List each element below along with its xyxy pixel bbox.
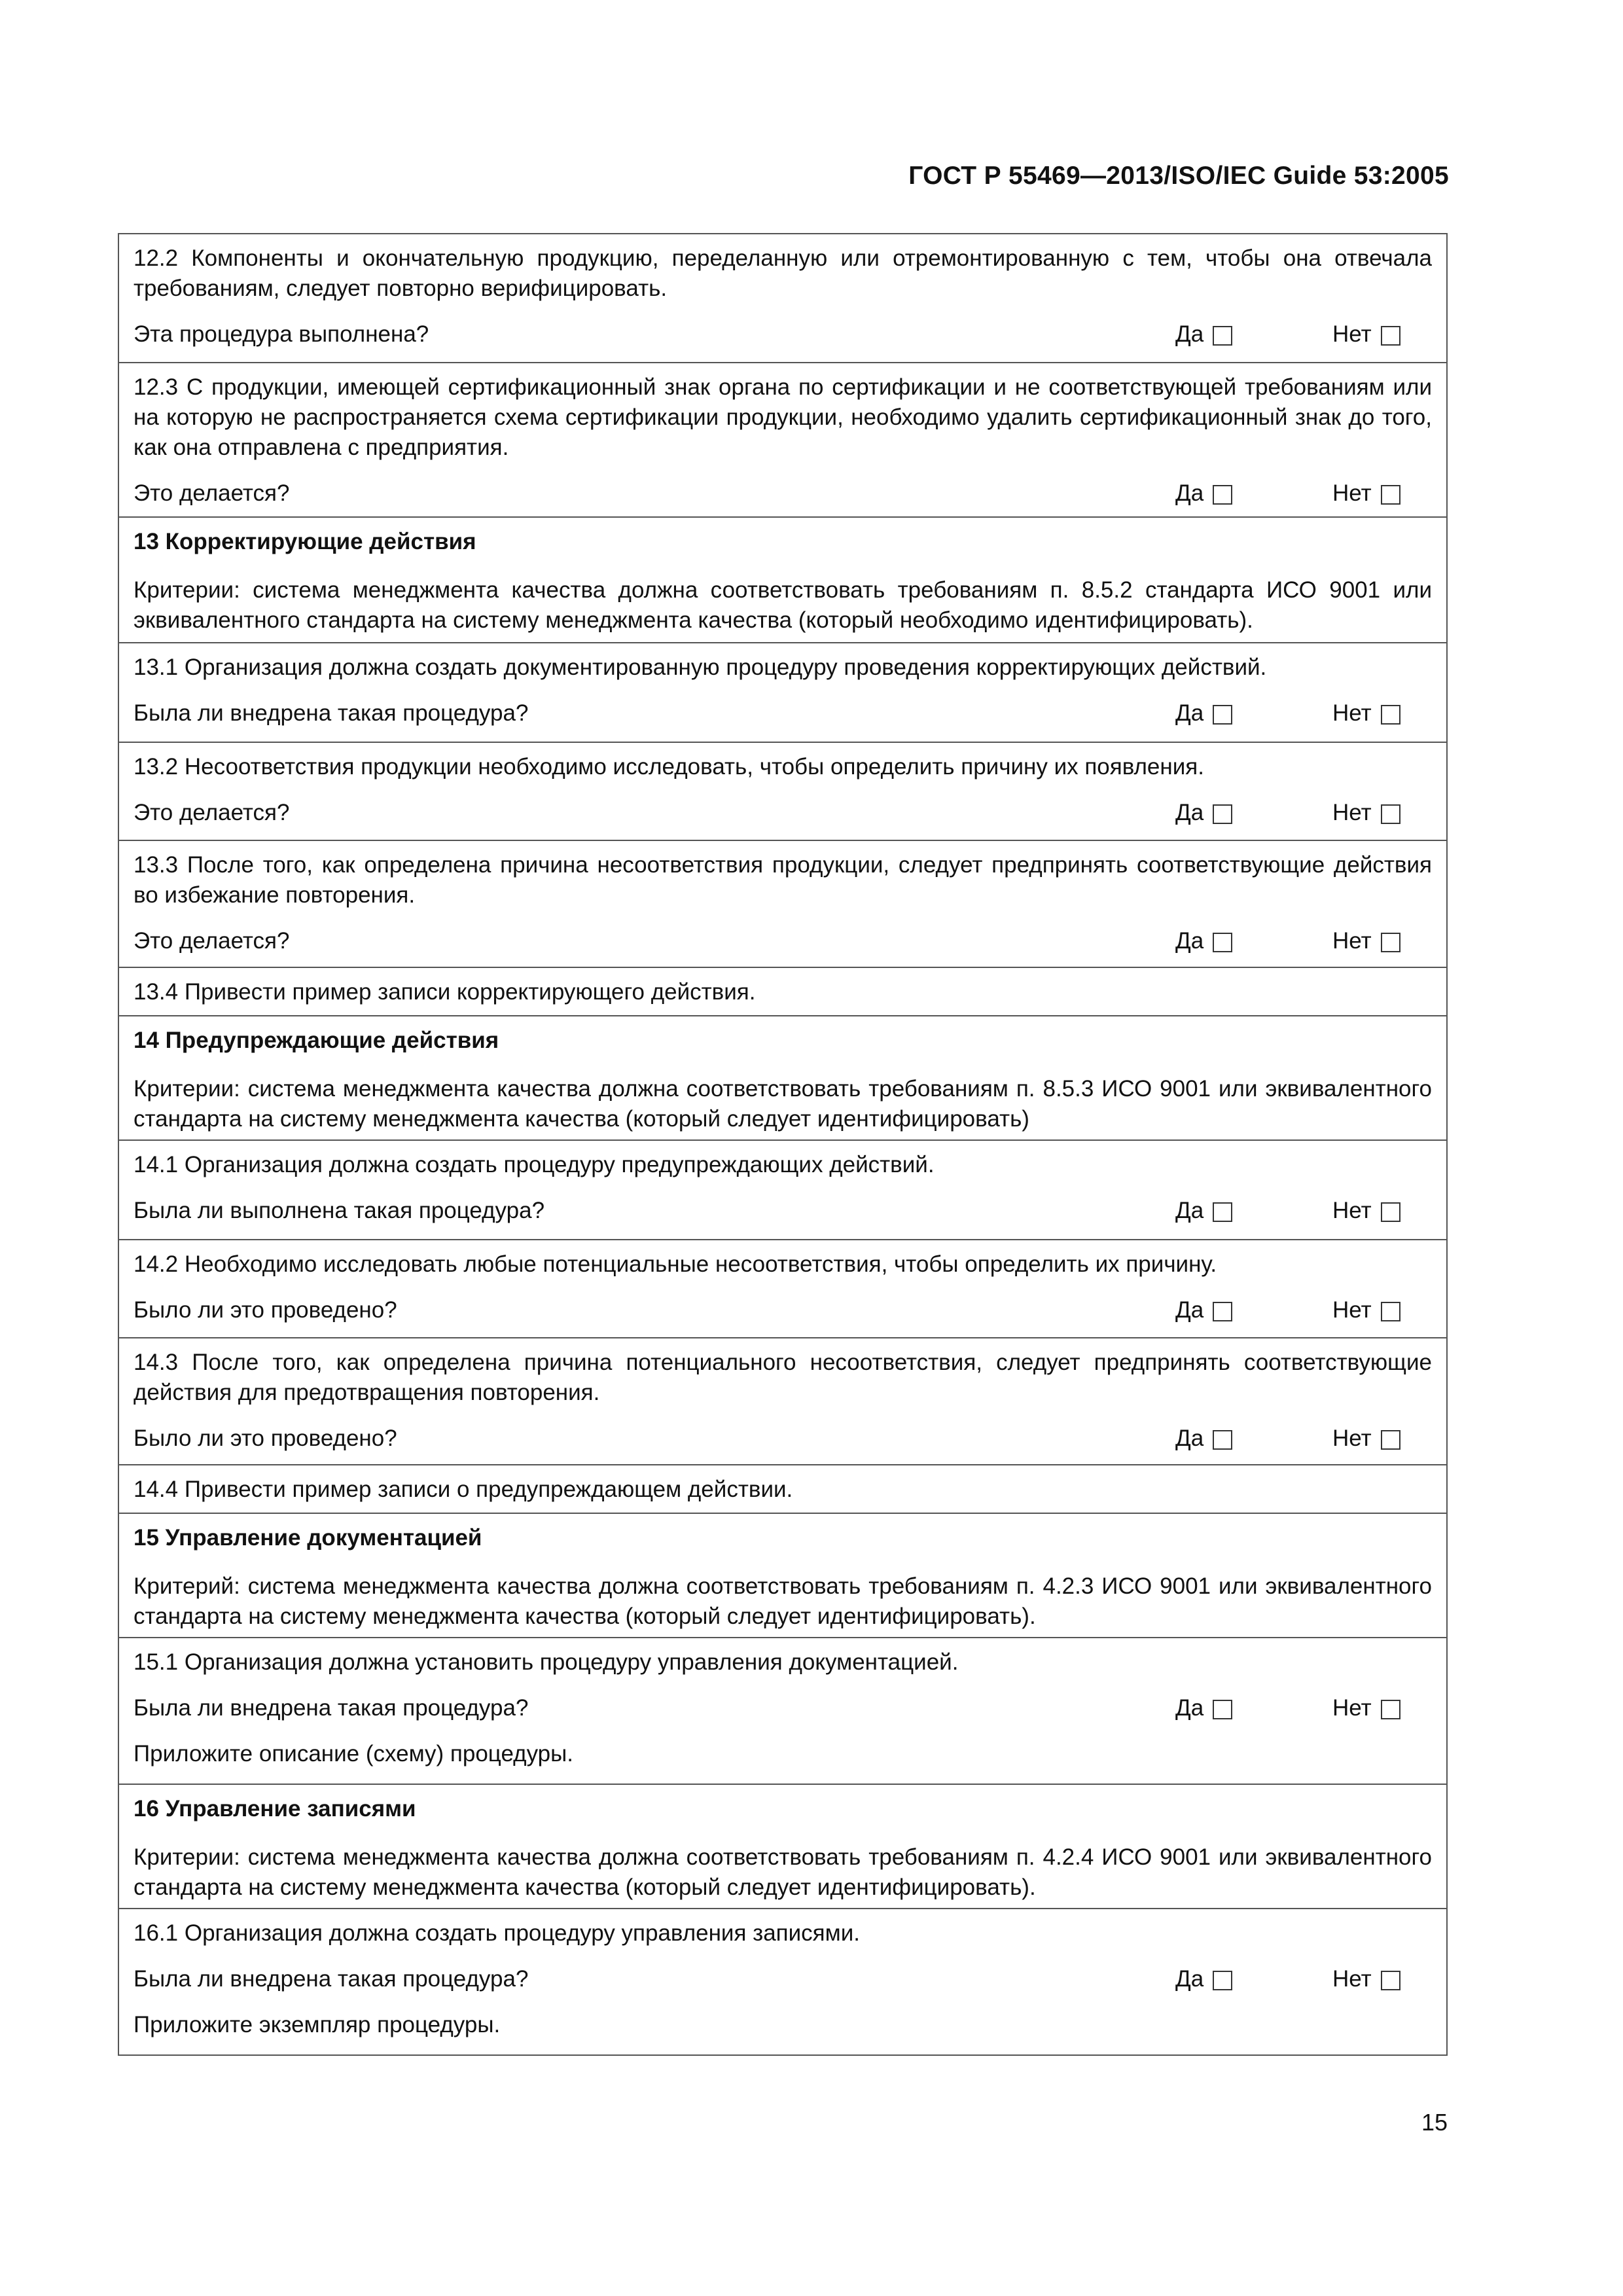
section-heading: 15 Управление документацией: [134, 1525, 482, 1551]
yes-label: Да: [1175, 928, 1204, 954]
answer-option-yes[interactable]: [1175, 798, 1332, 828]
answer-option-no[interactable]: [1332, 926, 1432, 956]
document-header: ГОСТ Р 55469—2013/ISO/IEC Guide 53:2005: [908, 162, 1449, 190]
yes-checkbox[interactable]: [1213, 1971, 1232, 1990]
requirement-text: 16.1 Организация должна создать процедуру управления записями.: [134, 1920, 860, 1946]
yes-label: Да: [1175, 321, 1204, 347]
yes-label: Да: [1175, 800, 1204, 825]
checklist-row: [119, 1337, 1446, 1464]
checklist-row: [119, 840, 1446, 967]
question-row: [134, 1692, 1432, 1725]
checklist-row: [119, 1637, 1446, 1784]
question-text: Это делается?: [134, 480, 290, 506]
requirement-text: 14.2 Необходимо исследовать любые потенциальные несоответствия, чтобы определить их причину.: [134, 1251, 1217, 1277]
question-text: Эта процедура выполнена?: [134, 321, 429, 347]
no-label: Нет: [1332, 800, 1372, 825]
yes-checkbox[interactable]: [1213, 485, 1232, 505]
no-checkbox[interactable]: [1381, 326, 1400, 346]
yes-checkbox[interactable]: [1213, 933, 1232, 952]
question-text: Была ли внедрена такая процедура?: [134, 1695, 529, 1721]
yes-label: Да: [1175, 1426, 1204, 1451]
no-checkbox[interactable]: [1381, 485, 1400, 505]
yes-checkbox[interactable]: [1213, 1302, 1232, 1321]
question-row: [134, 1422, 1432, 1455]
question-row: [134, 1294, 1432, 1327]
checklist-row: [119, 967, 1446, 1015]
requirement-text: 12.3 С продукции, имеющей сертификационный знак органа по сертификации и не соответствующей требованиям или на которую не распространяется схема сертификации продукции, необходимо удалить сертификационный знак до того, как она отправлена с предприятия.: [134, 374, 1432, 460]
question-row: [134, 1194, 1432, 1227]
checklist-row: [119, 362, 1446, 516]
section-row: [119, 1015, 1446, 1139]
yes-checkbox[interactable]: [1213, 705, 1232, 725]
answer-option-no[interactable]: [1332, 1964, 1432, 1994]
checklist-row: [119, 742, 1446, 840]
note-text: 14.4 Привести пример записи о предупреждающем действии.: [134, 1477, 793, 1502]
yes-checkbox[interactable]: [1213, 1700, 1232, 1719]
answer-option-yes[interactable]: [1175, 478, 1332, 509]
section-heading: 16 Управление записями: [134, 1796, 416, 1821]
checklist-row: [119, 642, 1446, 742]
requirement-text: 14.1 Организация должна создать процедуру предупреждающих действий.: [134, 1152, 935, 1177]
question-text: Была ли внедрена такая процедура?: [134, 1966, 529, 1992]
requirement-text: 12.2 Компоненты и окончательную продукцию, переделанную или отремонтированную с тем, чтобы она отвечала требованиям, следует повторно верифицировать.: [134, 245, 1432, 301]
yes-checkbox[interactable]: [1213, 326, 1232, 346]
no-checkbox[interactable]: [1381, 933, 1400, 952]
checklist-row: [119, 1139, 1446, 1239]
attachment-instruction: Приложите экземпляр процедуры.: [134, 2012, 501, 2037]
page-number: 15: [1421, 2109, 1448, 2136]
requirement-text: 15.1 Организация должна установить процедуру управления документацией.: [134, 1649, 959, 1675]
answer-option-no[interactable]: [1332, 1693, 1432, 1723]
answer-option-yes[interactable]: [1175, 1964, 1332, 1994]
question-row: [134, 477, 1432, 510]
yes-label: Да: [1175, 1297, 1204, 1323]
checklist-table: [118, 233, 1448, 2056]
section-heading: 14 Предупреждающие действия: [134, 1028, 499, 1053]
no-label: Нет: [1332, 480, 1372, 506]
answer-option-no[interactable]: [1332, 1424, 1432, 1454]
answer-option-yes[interactable]: [1175, 926, 1332, 956]
no-label: Нет: [1332, 321, 1372, 347]
section-criteria-text: Критерии: система менеджмента качества должна соответствовать требованиям п. 8.5.3 ИСО 9001 или эквивалентного стандарта на систему менеджмента качества (который следует идентифицировать): [134, 1076, 1432, 1132]
section-row: [119, 516, 1446, 642]
answer-option-yes[interactable]: [1175, 1693, 1332, 1723]
answer-option-no[interactable]: [1332, 698, 1432, 728]
requirement-text: 13.1 Организация должна создать документированную процедуру проведения корректирующих действий.: [134, 655, 1267, 680]
question-row: [134, 318, 1432, 351]
no-label: Нет: [1332, 1198, 1372, 1223]
question-text: Была ли внедрена такая процедура?: [134, 700, 529, 726]
no-checkbox[interactable]: [1381, 804, 1400, 824]
answer-option-no[interactable]: [1332, 319, 1432, 350]
question-text: Это делается?: [134, 928, 290, 954]
answer-option-no[interactable]: [1332, 1295, 1432, 1325]
note-text: 13.4 Привести пример записи корректирующего действия.: [134, 979, 756, 1005]
answer-option-yes[interactable]: [1175, 698, 1332, 728]
question-row: [134, 925, 1432, 958]
no-label: Нет: [1332, 1426, 1372, 1451]
yes-checkbox[interactable]: [1213, 1202, 1232, 1222]
section-row: [119, 1513, 1446, 1637]
yes-checkbox[interactable]: [1213, 1430, 1232, 1450]
no-checkbox[interactable]: [1381, 705, 1400, 725]
answer-option-no[interactable]: [1332, 1196, 1432, 1226]
answer-option-yes[interactable]: [1175, 1424, 1332, 1454]
answer-option-yes[interactable]: [1175, 1196, 1332, 1226]
question-text: Было ли это проведено?: [134, 1426, 397, 1451]
yes-label: Да: [1175, 480, 1204, 506]
yes-label: Да: [1175, 1695, 1204, 1721]
answer-option-no[interactable]: [1332, 798, 1432, 828]
no-checkbox[interactable]: [1381, 1700, 1400, 1719]
no-checkbox[interactable]: [1381, 1430, 1400, 1450]
attachment-instruction: Приложите описание (схему) процедуры.: [134, 1741, 574, 1767]
question-row: [134, 1963, 1432, 1996]
no-checkbox[interactable]: [1381, 1302, 1400, 1321]
answer-option-no[interactable]: [1332, 478, 1432, 509]
question-text: Была ли выполнена такая процедура?: [134, 1198, 545, 1223]
no-checkbox[interactable]: [1381, 1971, 1400, 1990]
answer-option-yes[interactable]: [1175, 319, 1332, 350]
requirement-text: 13.3 После того, как определена причина несоответствия продукции, следует предпринять соответствующие действия во избежание повторения.: [134, 852, 1432, 908]
yes-checkbox[interactable]: [1213, 804, 1232, 824]
section-row: [119, 1784, 1446, 1908]
question-text: Это делается?: [134, 800, 290, 825]
no-label: Нет: [1332, 928, 1372, 954]
requirement-text: 13.2 Несоответствия продукции необходимо исследовать, чтобы определить причину их появления.: [134, 754, 1204, 780]
checklist-row: [119, 1908, 1446, 2054]
checklist-row: [119, 1239, 1446, 1337]
yes-label: Да: [1175, 1198, 1204, 1223]
section-criteria-text: Критерии: система менеджмента качества должна соответствовать требованиям п. 8.5.2 стандарта ИСО 9001 или эквивалентного стандарта на систему менеджмента качества (который необходимо идентифицировать).: [134, 577, 1432, 633]
section-heading: 13 Корректирующие действия: [134, 529, 476, 554]
checklist-row: [119, 234, 1446, 362]
no-label: Нет: [1332, 1297, 1372, 1323]
question-row: [134, 797, 1432, 829]
no-label: Нет: [1332, 700, 1372, 726]
no-label: Нет: [1332, 1966, 1372, 1992]
question-row: [134, 697, 1432, 730]
yes-label: Да: [1175, 1966, 1204, 1992]
requirement-text: 14.3 После того, как определена причина потенциального несоответствия, следует предпринять соответствующие действия для предотвращения повторения.: [134, 1350, 1432, 1405]
no-checkbox[interactable]: [1381, 1202, 1400, 1222]
yes-label: Да: [1175, 700, 1204, 726]
question-text: Было ли это проведено?: [134, 1297, 397, 1323]
section-criteria-text: Критерий: система менеджмента качества должна соответствовать требованиям п. 4.2.3 ИСО 9001 или эквивалентного стандарта на систему менеджмента качества (который следует идентифицировать).: [134, 1573, 1432, 1629]
checklist-row: [119, 1464, 1446, 1513]
no-label: Нет: [1332, 1695, 1372, 1721]
section-criteria-text: Критерии: система менеджмента качества должна соответствовать требованиям п. 4.2.4 ИСО 9001 или эквивалентного стандарта на систему менеджмента качества (который следует идентифицировать).: [134, 1844, 1432, 1900]
answer-option-yes[interactable]: [1175, 1295, 1332, 1325]
